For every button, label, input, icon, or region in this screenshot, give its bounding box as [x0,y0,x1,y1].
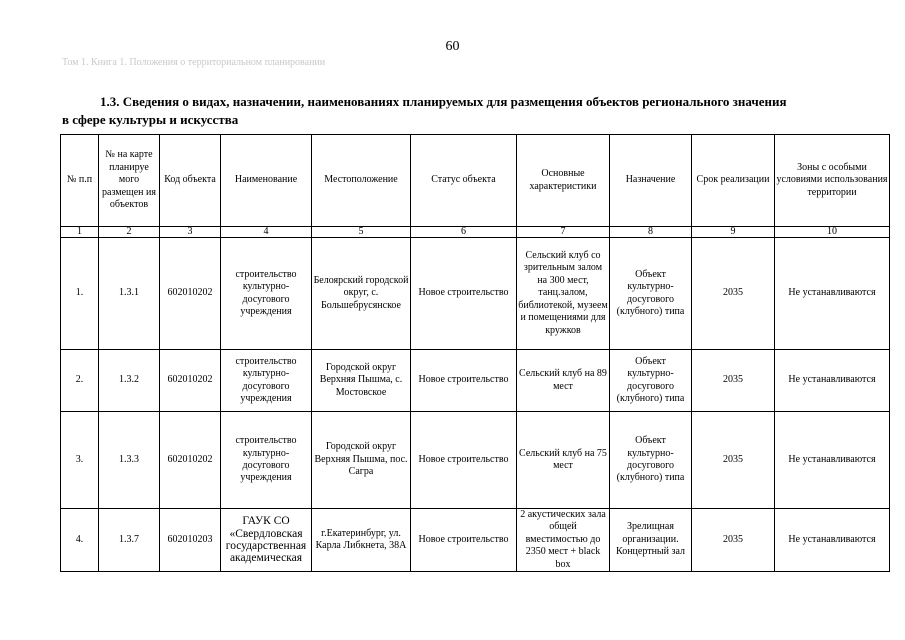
header-cell-number: № п.п [61,135,99,227]
cell-zones: Не устанавливаются [775,509,890,572]
column-number-row [61,227,890,238]
cell-number: 1. [61,238,99,350]
column-number: 4 [221,227,312,238]
cell-status: Новое строительство [411,509,517,572]
cell-characteristics: Сельский клуб со зрительным залом на 300 мест, танц.залом, библиотекой, музеем и помещениями для кружков [517,238,610,350]
section-title [62,93,852,129]
cell-purpose: Объект культурно-досугового (клубного) типа [610,350,692,412]
cell-zones: Не устанавливаются [775,238,890,350]
cell-number: 4. [61,509,99,572]
cell-zones: Не устанавливаются [775,350,890,412]
cell-number: 3. [61,412,99,509]
column-number: 5 [312,227,411,238]
cell-map-number: 1.3.1 [99,238,160,350]
cell-code: 602010202 [160,350,221,412]
cell-characteristics: Сельский клуб на 89 мест [517,350,610,412]
table-row [61,509,890,572]
column-number: 2 [99,227,160,238]
cell-code: 602010202 [160,412,221,509]
section-title-line-2: в сфере культуры и искусства [62,112,239,127]
cell-location: г.Екатеринбург, ул. Карла Либкнета, 38А [312,509,411,572]
column-number: 1 [61,227,99,238]
cell-purpose: Зрелищная организации. Концертный зал [610,509,692,572]
column-number: 8 [610,227,692,238]
header-cell-characteristics: Основные характеристики [517,135,610,227]
cell-zones: Не устанавливаются [775,412,890,509]
cell-deadline: 2035 [692,412,775,509]
column-number: 10 [775,227,890,238]
cell-map-number: 1.3.3 [99,412,160,509]
cell-purpose: Объект культурно-досугового (клубного) типа [610,238,692,350]
cell-name: строительство культурно-досугового учреждения [221,238,312,350]
cell-purpose: Объект культурно-досугового (клубного) типа [610,412,692,509]
cell-status: Новое строительство [411,412,517,509]
table-row [61,412,890,509]
header-cell-map-number: № на карте планируе мого размещен ия объектов [99,135,160,227]
page-number: 60 [445,39,460,54]
cell-location: Белоярский городской округ, с. Большебрусянское [312,238,411,350]
column-number: 7 [517,227,610,238]
header-cell-deadline: Срок реализации [692,135,775,227]
cell-name: строительство культурно-досугового учреждения [221,412,312,509]
header-cell-code: Код объекта [160,135,221,227]
table-row [61,350,890,412]
table-row [61,238,890,350]
cell-deadline: 2035 [692,509,775,572]
cell-characteristics: 2 акустических зала общей вместимостью до 2350 мест + black box [517,509,610,572]
column-number: 6 [411,227,517,238]
cell-name: строительство культурно-досугового учреждения [221,350,312,412]
header-cell-name: Наименование [221,135,312,227]
cell-map-number: 1.3.7 [99,509,160,572]
cell-status: Новое строительство [411,350,517,412]
objects-table [60,134,890,572]
cell-deadline: 2035 [692,238,775,350]
section-title-line-1: 1.3. Сведения о видах, назначении, наименованиях планируемых для размещения объектов регионального значения [100,94,787,109]
cell-status: Новое строительство [411,238,517,350]
cell-code: 602010203 [160,509,221,572]
column-number: 9 [692,227,775,238]
header-cell-zones: Зоны с особыми условиями использования территории [775,135,890,227]
cell-location: Городской округ Верхняя Пышма, пос. Сагра [312,412,411,509]
header-cell-status: Статус объекта [411,135,517,227]
header-cell-location: Местоположение [312,135,411,227]
cell-code: 602010202 [160,238,221,350]
running-header: Том 1. Книга 1. Положения о территориальном планировании [62,57,326,68]
cell-deadline: 2035 [692,350,775,412]
cell-location: Городской округ Верхняя Пышма, с. Мостовское [312,350,411,412]
cell-map-number: 1.3.2 [99,350,160,412]
header-cell-purpose: Назначение [610,135,692,227]
cell-number: 2. [61,350,99,412]
cell-name: ГАУК СО «Свердловская государственная академическая [221,509,312,572]
column-number: 3 [160,227,221,238]
cell-characteristics: Сельский клуб на 75 мест [517,412,610,509]
table-header-row [61,135,890,227]
